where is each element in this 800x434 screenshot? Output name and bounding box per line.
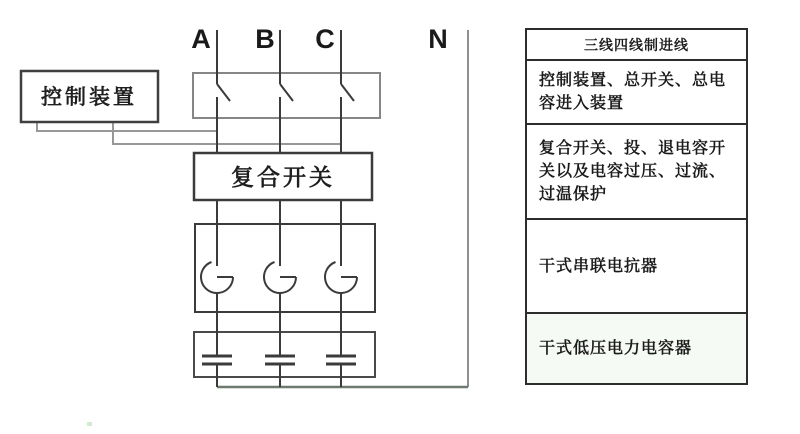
phase-a-label: A: [191, 24, 211, 54]
disconnect-switch-icon: [280, 84, 293, 101]
reactor-box: [195, 224, 375, 312]
control-device-box: [21, 71, 158, 122]
phase-a-column: [201, 30, 233, 387]
phase-n-label: N: [428, 24, 448, 54]
scan-artifact-dot: [87, 422, 92, 426]
phase-c-column: [325, 30, 357, 387]
phase-b-column: [264, 30, 296, 387]
control-device-label: 控制装置: [41, 86, 137, 109]
legend-table-header: 三线四线制进线: [584, 36, 689, 53]
capacitor-icon: [326, 356, 356, 364]
legend-table: [525, 28, 748, 385]
disconnect-switch-icon: [217, 84, 230, 101]
phase-b-label: B: [255, 24, 275, 54]
reactor-coil-icon: [201, 262, 233, 293]
control-wire-2: [113, 122, 340, 144]
control-wire-1: [37, 122, 216, 131]
incoming-switch-box: [193, 73, 380, 118]
legend-table-row: 干式低压电力电容器: [527, 312, 746, 383]
reactor-coil-icon: [325, 262, 357, 293]
capacitor-icon: [265, 356, 295, 364]
legend-table-row: 干式串联电抗器: [527, 218, 746, 312]
disconnect-switch-icon: [341, 84, 354, 101]
phase-c-label: C: [315, 24, 335, 54]
composite-switch-label: 复合开关: [231, 164, 335, 190]
legend-table-row: 复合开关、投、退电容开关以及电容过压、过流、过温保护: [527, 123, 746, 218]
reactor-coil-icon: [264, 262, 296, 293]
composite-switch-box: [194, 153, 372, 200]
legend-table-row: 控制装置、总开关、总电容进入装置: [527, 59, 746, 123]
capacitor-icon: [202, 356, 232, 364]
